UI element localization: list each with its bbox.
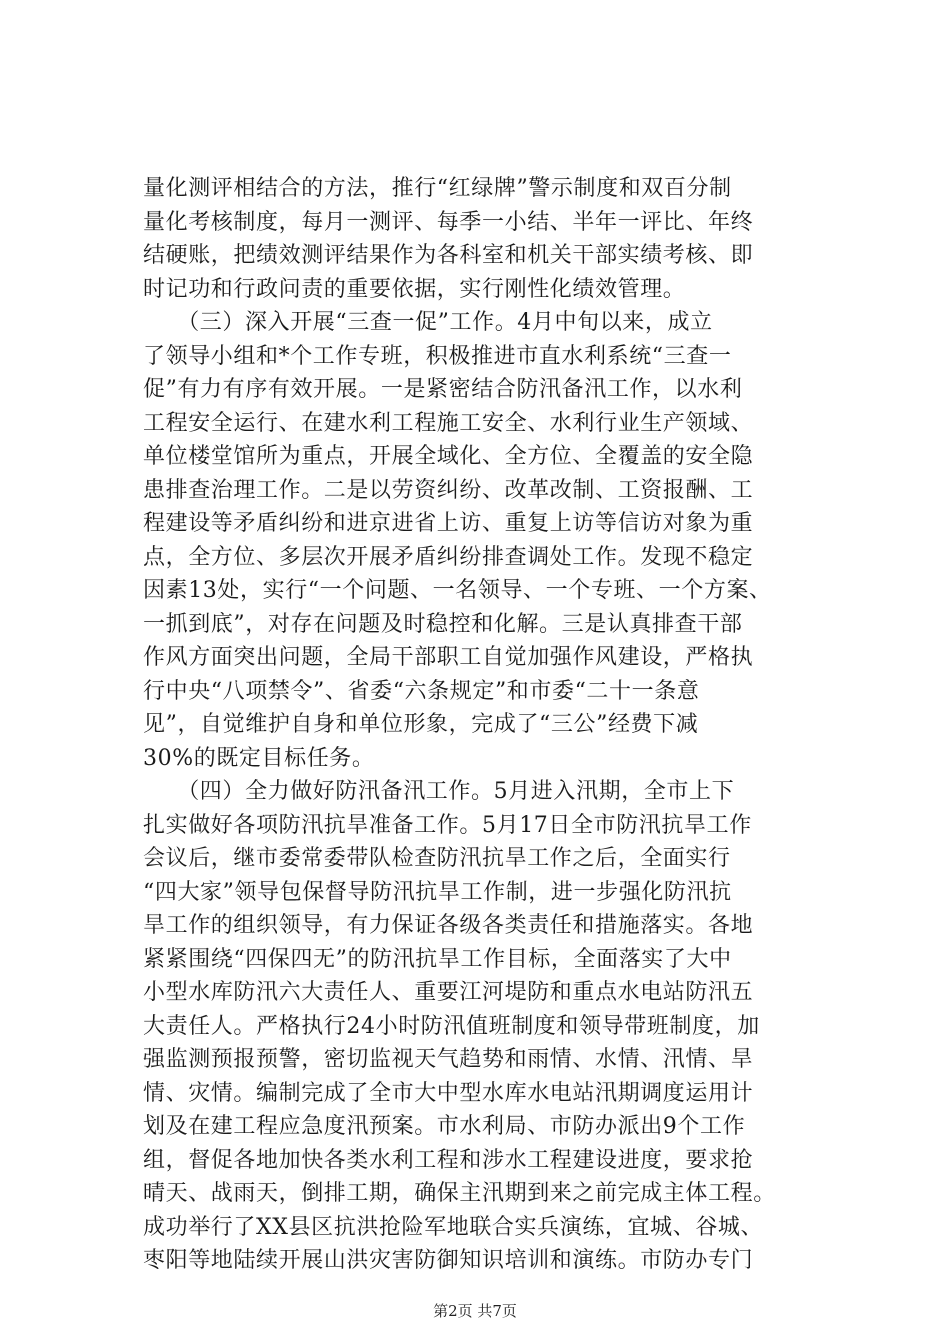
text-line: “四大家”领导包保督导防汛抗旱工作制，进一步强化防汛抗 (143, 879, 732, 905)
text-line: 晴天、战雨天，倒排工期，确保主汛期到来之前完成主体工程。 (143, 1181, 776, 1206)
text-line: 会议后，继市委常委带队检查防汛抗旱工作之后，全面实行 (143, 846, 731, 871)
text-line: 促”有力有序有效开展。一是紧密结合防汛备汛工作，以水利 (143, 377, 743, 402)
text-line: 划及在建工程应急度汛预案。市水利局、市防办派出9个工作 (143, 1114, 746, 1139)
text-line: 时记功和行政问责的重要依据，实行刚性化绩效管理。 (143, 276, 686, 302)
text-line: 小型水库防汛六大责任人、重要江河堤防和重点水电站防汛五 (143, 980, 754, 1005)
text-line: 枣阳等地陆续开展山洪灾害防御知识培训和演练。市防办专门 (143, 1248, 754, 1273)
text-line: 工程安全运行、在建水利工程施工安全、水利行业生产领域、 (143, 410, 754, 436)
text-line: 单位楼堂馆所为重点，开展全域化、全方位、全覆盖的安全隐 (143, 444, 754, 469)
text-line: 一抓到底”，对存在问题及时稳控和化解。三是认真排查干部 (143, 611, 743, 637)
text-line: 行中央“八项禁令”、省委“六条规定”和市委“二十一条意 (143, 678, 700, 704)
body-text (143, 172, 833, 1278)
text-line: 组，督促各地加快各类水利工程和涉水工程建设进度，要求抢 (143, 1147, 754, 1173)
text-line: 因素13处，实行“一个问题、一名领导、一个专班、一个方案、 (143, 578, 772, 603)
text-line: 结硬账，把绩效测评结果作为各科室和机关干部实绩考核、即 (143, 243, 754, 268)
text-line: 30%的既定目标任务。 (143, 745, 375, 771)
text-line: 量化考核制度，每月一测评、每季一小结、半年一评比、年终 (143, 209, 754, 235)
text-line: 紧紧围绕“四保四无”的防汛抗旱工作目标，全面落实了大中 (143, 946, 732, 972)
text-line: （四）全力做好防汛备汛工作。5月进入汛期，全市上下 (143, 779, 735, 804)
text-line: （三）深入开展“三查一促”工作。4月中旬以来，成立 (143, 310, 713, 335)
text-line: 量化测评相结合的方法，推行“红绿牌”警示制度和双百分制 (143, 176, 732, 201)
text-line: 情、灾情。编制完成了全市大中型水库水电站汛期调度运用计 (143, 1080, 754, 1106)
text-line: 强监测预报预警，密切监视天气趋势和雨情、水情、汛情、旱 (143, 1047, 754, 1072)
text-line: 点，全方位、多层次开展矛盾纠纷排查调处工作。发现不稳定 (143, 544, 754, 570)
text-line: 成功举行了XX县区抗洪抢险军地联合实兵演练，宜城、谷城、 (143, 1214, 764, 1240)
text-line: 扎实做好各项防汛抗旱准备工作。5月17日全市防汛抗旱工作 (143, 812, 752, 838)
text-line: 大责任人。严格执行24小时防汛值班制度和领导带班制度，加 (143, 1013, 760, 1039)
text-line: 作风方面突出问题，全局干部职工自觉加强作风建设，严格执 (143, 645, 754, 670)
page-footer: 第2页 共7页 (433, 1302, 517, 1320)
text-line: 患排查治理工作。二是以劳资纠纷、改革改制、工资报酬、工 (143, 477, 754, 503)
text-line: 了领导小组和*个工作专班，积极推进市直水利系统“三查一 (143, 343, 732, 369)
text-line: 见”，自觉维护自身和单位形象，完成了“三公”经费下减 (143, 712, 699, 737)
text-line: 程建设等矛盾纠纷和进京进省上访、重复上访等信访对象为重 (143, 511, 754, 536)
text-line: 旱工作的组织领导，有力保证各级各类责任和措施落实。各地 (143, 913, 754, 938)
